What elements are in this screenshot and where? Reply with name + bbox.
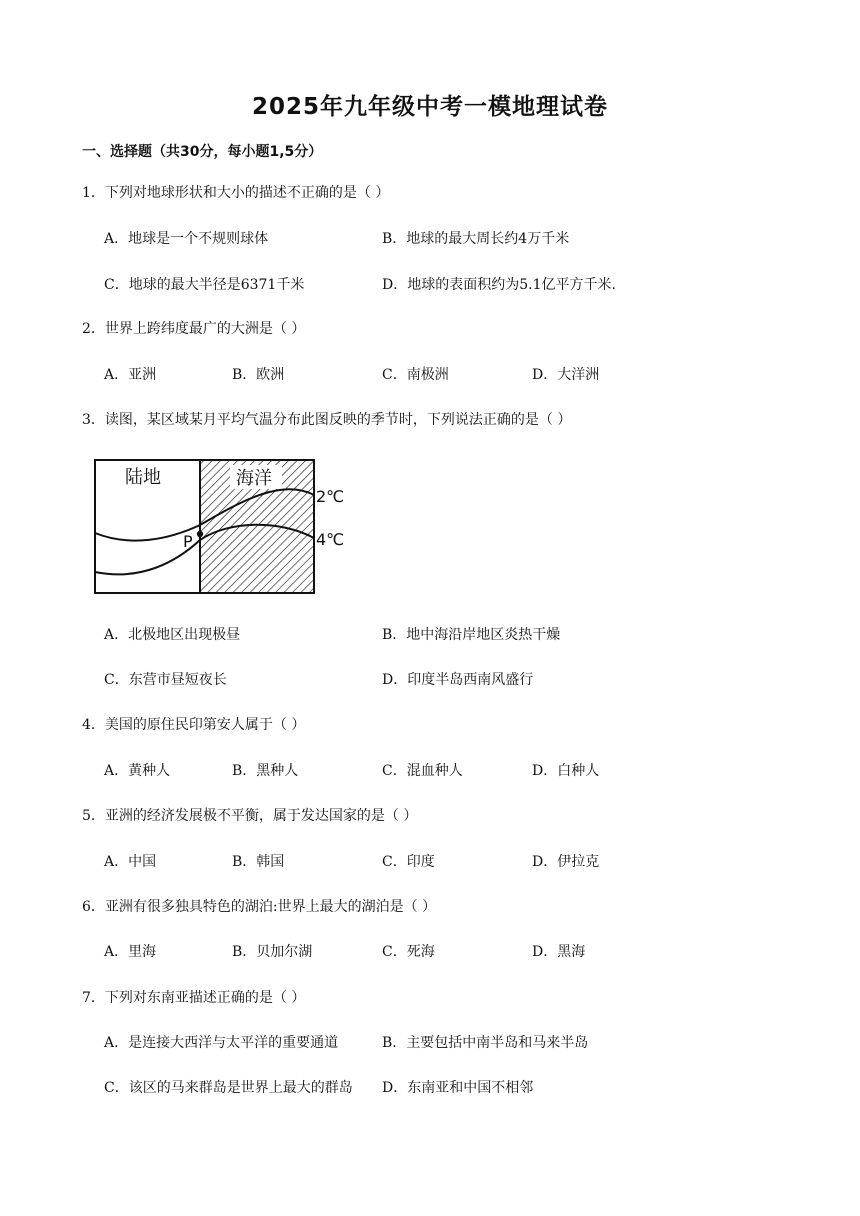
isotherm-figure	[90, 455, 360, 600]
question-6-option-a: A．里海	[104, 944, 157, 960]
question-6-option-d: D．黑海	[532, 944, 586, 960]
question-7-option-c: C．该区的马来群岛是世界上最大的群岛	[104, 1080, 353, 1096]
question-6-option-c: C．死海	[382, 944, 435, 960]
question-2-option-c: C．南极洲	[382, 367, 449, 383]
question-3-stem: 3．读图，某区域某月平均气温分布此图反映的季节时，下列说法正确的是（ ）	[82, 412, 572, 428]
question-1-option-a: A．地球是一个不规则球体	[104, 231, 269, 247]
question-7-option-a: A．是连接大西洋与太平洋的重要通道	[104, 1035, 339, 1051]
question-5-option-a: A．中国	[104, 854, 157, 870]
question-6-option-b: B．贝加尔湖	[232, 944, 313, 960]
question-3-option-d: D．印度半岛西南风盛行	[382, 672, 534, 688]
question-3-option-a: A．北极地区出现极昼	[104, 627, 241, 643]
question-4-option-b: B．黑种人	[232, 763, 299, 779]
question-7-option-d: D．东南亚和中国不相邻	[382, 1080, 534, 1096]
question-5-stem: 5．亚洲的经济发展极不平衡，属于发达国家的是（ ）	[82, 808, 418, 824]
question-6-stem: 6．亚洲有很多独具特色的湖泊:世界上最大的湖泊是（ ）	[82, 899, 437, 915]
question-5-option-c: C．印度	[382, 854, 435, 870]
question-4-option-c: C．混血种人	[382, 763, 463, 779]
question-5-option-b: B．韩国	[232, 854, 285, 870]
question-2-option-b: B．欧洲	[232, 367, 285, 383]
question-4-option-a: A．黄种人	[104, 763, 171, 779]
question-5-option-d: D．伊拉克	[532, 854, 600, 870]
question-1-option-c: C．地球的最大半径是6371千米	[104, 277, 305, 293]
question-1-option-d: D．地球的表面积约为5.1亿平方千米.	[382, 277, 616, 293]
question-7-stem: 7．下列对东南亚描述正确的是（ ）	[82, 990, 306, 1006]
question-2-option-d: D．大洋洲	[532, 367, 600, 383]
question-3-option-b: B．地中海沿岸地区炎热干燥	[382, 627, 561, 643]
question-2-stem: 2．世界上跨纬度最广的大洲是（ ）	[82, 321, 306, 337]
isotherm-lower-label: 4℃	[316, 530, 345, 549]
point-p	[197, 531, 203, 537]
point-p-label: P	[183, 532, 193, 551]
question-4-option-d: D．白种人	[532, 763, 600, 779]
question-1-stem: 1．下列对地球形状和大小的描述不正确的是（ ）	[82, 185, 390, 201]
question-2-option-a: A．亚洲	[104, 367, 157, 383]
land-label: 陆地	[125, 467, 161, 488]
question-4-stem: 4．美国的原住民印第安人属于（ ）	[82, 717, 306, 733]
ocean-label: 海洋	[236, 468, 272, 489]
question-7-option-b: B．主要包括中南半岛和马来半岛	[382, 1035, 589, 1051]
section-heading: 一、选择题（共30分，每小题1,5分）	[82, 144, 323, 160]
isotherm-upper-label: 2℃	[316, 487, 345, 506]
question-3-option-c: C．东营市昼短夜长	[104, 672, 227, 688]
question-1-option-b: B．地球的最大周长约4万千米	[382, 231, 570, 247]
exam-title: 2025年九年级中考一模地理试卷	[251, 94, 608, 120]
